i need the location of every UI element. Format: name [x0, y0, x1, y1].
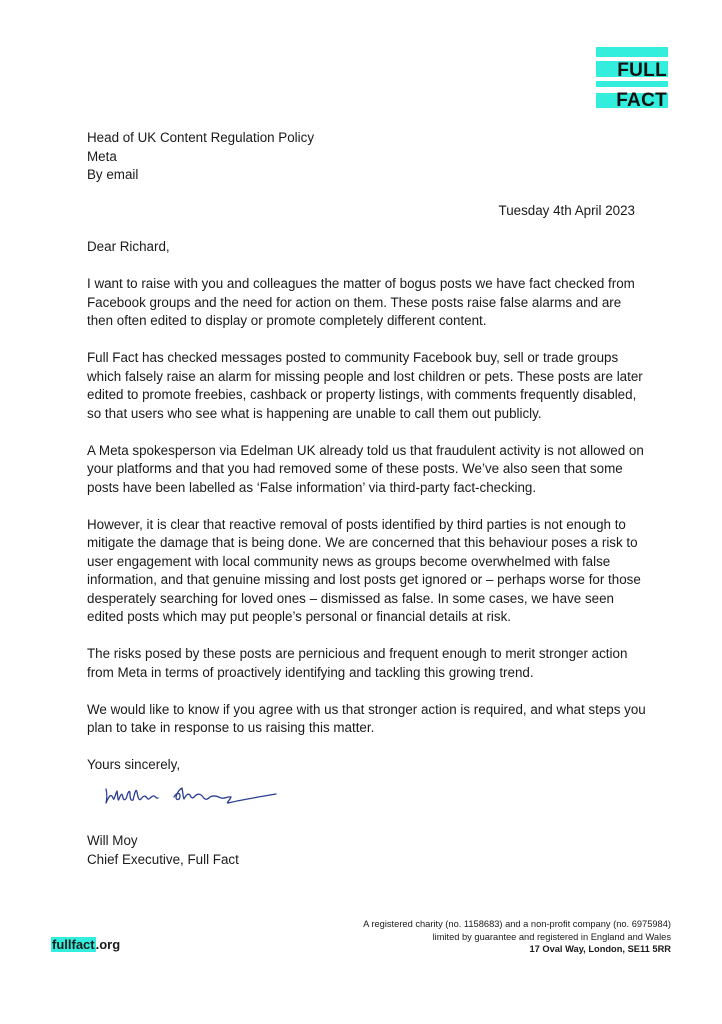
paragraph: A Meta spokesperson via Edelman UK already told us that fraudulent activity is not allowed on your platforms and that you had removed some of these posts. We’ve also seen that some posts have been labelled as ‘False information’ via third-party fact-checking.: [87, 442, 644, 495]
signer-title: Chief Executive, Full Fact: [87, 851, 239, 867]
footer-registration-info: [363, 918, 671, 956]
footer-address-line: 17 Oval Way, London, SE11 5RR: [529, 944, 671, 955]
paragraph: The risks posed by these posts are pernicious and frequent enough to merit stronger action from Meta in terms of proactively identifying and tackling this growing trend.: [87, 646, 628, 680]
footer-brand: [51, 936, 120, 954]
letter-body: [87, 238, 647, 793]
paragraph: We would like to know if you agree with us that stronger action is required, and what steps you plan to take in response to us raising this matter.: [87, 701, 646, 735]
closing: Yours sincerely,: [87, 757, 181, 772]
logo-word-fact: FACT: [616, 90, 667, 111]
letter-date: Tuesday 4th April 2023: [498, 203, 635, 218]
paragraph: However, it is clear that reactive removal of posts identified by third parties is not enough to mitigate the damage that is being done. We are concerned that this behaviour poses a risk to user engagement with local community news as groups become overwhelmed with false information, and that genuine missing and lost posts get ignored or – perhaps worse for those desperately searching for loved ones – dismissed as false. In some cases, we have seen edited posts which may put people’s personal or financial details at risk.: [87, 516, 641, 624]
footer-brand-suffix: .org: [95, 937, 121, 952]
full-fact-logo: [596, 47, 668, 111]
recipient-title: Head of UK Content Regulation Policy: [87, 130, 315, 145]
handwritten-signature: [100, 780, 285, 810]
footer-brand-highlight: fullfact: [52, 937, 95, 952]
recipient-delivery: By email: [87, 167, 139, 182]
salutation: Dear Richard,: [87, 239, 170, 254]
footer-guarantee-line: limited by guarantee and registered in England and Wales: [432, 931, 671, 942]
signer-block: [87, 832, 239, 869]
signer-name: Will Moy: [87, 833, 138, 848]
paragraph: I want to raise with you and colleagues the matter of bogus posts we have fact checked from Facebook groups and the need for action on them. These posts raise false alarms and are then often edited to display or promote completely different content.: [87, 276, 635, 328]
recipient-address: [87, 129, 314, 185]
recipient-organisation: Meta: [87, 148, 117, 164]
footer-charity-line: A registered charity (no. 1158683) and a non-profit company (no. 6975984): [363, 919, 671, 929]
logo-word-full: FULL: [617, 60, 667, 81]
paragraph: Full Fact has checked messages posted to community Facebook buy, sell or trade groups which falsely raise an alarm for missing people and lost children or pets. These posts are later edited to promote freebies, cashback or property listings, with comments frequently disabled, so that users who see what is happening are unable to call them out publicly.: [87, 350, 643, 421]
